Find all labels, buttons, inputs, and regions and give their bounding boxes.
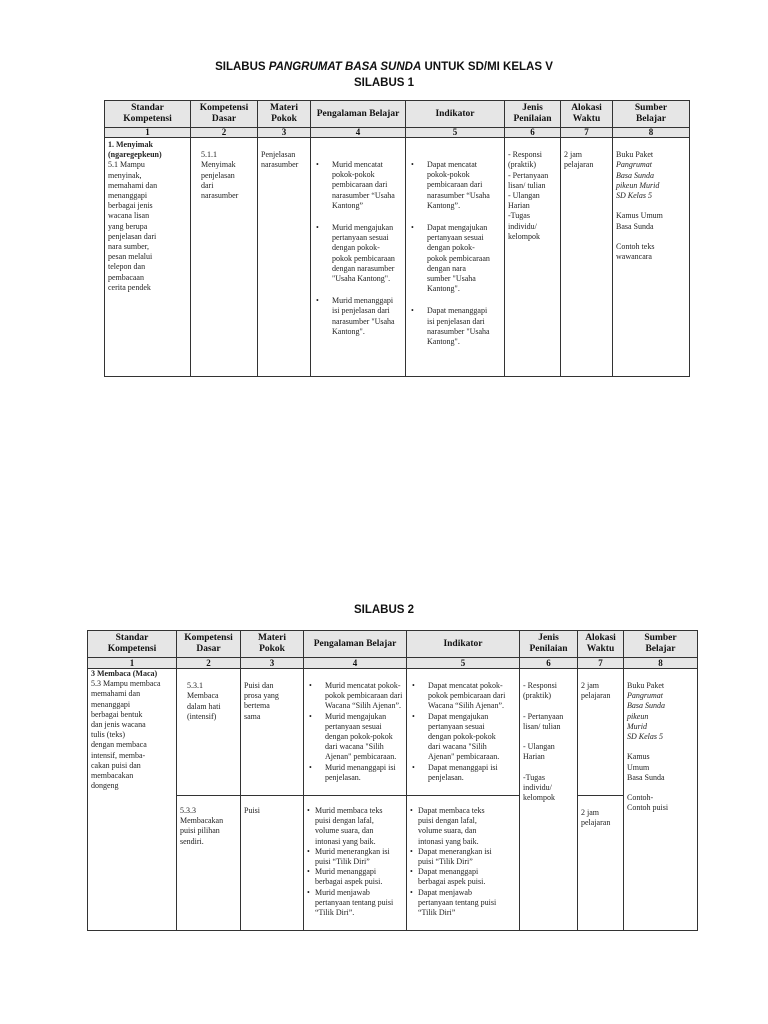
column-number: 8 [624,658,698,669]
indikator-item: • Dapat mengajukan pertanyaan sesuai dengan pokok- pokok pembicaraan dengan nara sumber "Usaha Kantong". [409,223,501,294]
column-header: Standar Kompetensi [105,101,191,128]
column-number: 7 [561,128,613,138]
document-title: SILABUS PANGRUMAT BASA SUNDA UNTUK SD/MI KELAS V [215,61,553,73]
pengalaman-item: • Murid mencatat pokok-pokok pembicaraan dari narasumber “Usaha Kantong” [314,160,402,211]
column-header: Indikator [407,631,520,658]
column-header: Standar Kompetensi [88,631,177,658]
header-row [88,631,698,658]
indikator-item: • Dapat membaca teks puisi dengan lafal, volume suara, dan intonasi yang baik. [410,806,516,847]
column-header: Indikator [406,101,505,128]
kompetensi-dasar-cell: 5.3.3 Membacakan puisi pilihan sendiri. [177,796,241,931]
standar-kompetensi-cell: 1. Menyimak (ngaregepkeun) 5.1 Mampu menyinak, memahami dan menanggapi berbagai jenis wacana lisan yang berupa penjelasan dari nara sumber, pesan melalui telepon dan pembacaan cerita pendek [105,138,191,377]
column-number: 4 [311,128,406,138]
silabus-2-heading: SILABUS 2 [353,604,415,616]
pengalaman-item: • Murid menanggapi isi penjelasan dari narasumber "Usaha Kantong". [314,296,402,337]
column-header: Jenis Penilaian [505,101,561,128]
silabus-1-table [104,100,690,377]
pengalaman-item: • Murid menanggapi isi penjelasan. [307,763,403,783]
header-row [105,101,690,128]
alokasi-waktu-cell: 2 jam pelajaran [578,669,624,796]
indikator-cell [407,796,520,931]
bullet-list [410,806,516,918]
materi-pokok-cell: Puisi [241,796,304,931]
indikator-item: • Dapat menanggapi isi penjelasan dari narasumber "Usaha Kantong". [409,306,501,347]
silabus-2-table [87,630,698,931]
column-number: 4 [304,658,407,669]
column-number: 2 [177,658,241,669]
alokasi-waktu-cell: 2 jam pelajaran [578,796,624,931]
column-number-row [105,128,690,138]
materi-pokok-cell: Penjelasan narasumber [258,138,311,377]
column-number-row [88,658,698,669]
column-header: Materi Pokok [258,101,311,128]
table-row [105,138,690,377]
indikator-cell [407,669,520,796]
indikator-item: • Dapat mengajukan pertanyaan sesuai dengan pokok-pokok dari wacana "Silih Ajenan" pembicaraan. [410,712,516,763]
pengalaman-item: • Murid mengajukan pertanyaan sesuai dengan pokok-pokok dari wacana "Silih Ajenan" pembicaraan. [307,712,403,763]
pengalaman-item: • Murid mencatat pokok- pokok pembicaraan dari Wacana “Silih Ajenan”. [307,681,403,712]
jenis-penilaian-cell: - Responsi (praktik) - Pertanyaan lisan/ tulian - Ulangan Harian -Tugas individu/ kelompok [505,138,561,377]
jenis-penilaian-cell: - Responsi (praktik) - Pertanyaan lisan/ tulian - Ulangan Harian -Tugas individu/ kelompok [520,669,578,931]
silabus-1-heading: SILABUS 1 [353,77,415,89]
pengalaman-belajar-cell [311,138,406,377]
column-header: Materi Pokok [241,631,304,658]
pengalaman-item: • Murid menerangkan isi puisi “Tilik Diri” [307,847,403,867]
standar-kompetensi-cell: 3 Membaca (Maca) 5.3 Mampu membaca memahami dan menanggapi berbagai bentuk dan jenis wacana tulis (teks) dengan membaca intensif, memba- cakan puisi dan membacakan dongeng [88,669,177,931]
bullet-list [409,160,501,347]
sumber-belajar-cell: Buku Paket Pangrumat Basa Sunda pikeun Murid SD Kelas 5 Kamus Umum Basa Sunda Contoh teks wawancara [613,138,690,377]
column-number: 6 [505,128,561,138]
column-number: 1 [88,658,177,669]
pengalaman-belajar-cell [304,796,407,931]
column-header: Jenis Penilaian [520,631,578,658]
indikator-item: • Dapat menanggapi berbagai aspek puisi. [410,867,516,887]
indikator-cell [406,138,505,377]
indikator-item: • Dapat menerangkan isi puisi “Tilik Diri” [410,847,516,867]
column-header: Kompetensi Dasar [191,101,258,128]
column-number: 3 [258,128,311,138]
kompetensi-dasar-cell: 5.1.1 Menyimak penjelasan dari narasumber [191,138,258,377]
column-header: Alokasi Waktu [578,631,624,658]
materi-pokok-cell: Puisi dan prosa yang bertema sama [241,669,304,796]
table-row [88,669,698,796]
bullet-list [307,806,403,918]
column-number: 3 [241,658,304,669]
pengalaman-item: • Murid membaca teks puisi dengan lafal, volume suara, dan intonasi yang baik. [307,806,403,847]
table-row [88,796,698,931]
sumber-belajar-cell: Buku Paket Pangrumat Basa Sunda pikeun Murid SD Kelas 5 Kamus Umum Basa Sunda Contoh- Contoh puisi [624,669,698,931]
indikator-item: • Dapat mencatat pokok- pokok pembicaraan dari Wacana “Silih Ajenan”. [410,681,516,712]
kompetensi-dasar-cell: 5.3.1 Membaca dalam hati (intensif) [177,669,241,796]
pengalaman-item: • Murid menjawab pertanyaan tentang puisi “Tilik Diri”. [307,888,403,919]
pengalaman-item: • Murid mengajukan pertanyaan sesuai dengan pokok- pokok pembicaraan dengan narasumber "Usaha Kantong". [314,223,402,284]
column-number: 1 [105,128,191,138]
alokasi-waktu-cell: 2 jam pelajaran [561,138,613,377]
column-header: Sumber Belajar [624,631,698,658]
bullet-list [307,681,403,783]
column-number: 5 [406,128,505,138]
column-number: 8 [613,128,690,138]
column-header: Alokasi Waktu [561,101,613,128]
column-header: Pengalaman Belajar [311,101,406,128]
indikator-item: • Dapat mencatat pokok-pokok pembicaraan dari narasumber “Usaha Kantong”. [409,160,501,211]
bullet-list [314,160,402,337]
column-header: Pengalaman Belajar [304,631,407,658]
column-number: 6 [520,658,578,669]
column-number: 2 [191,128,258,138]
indikator-item: • Dapat menjawab pertanyaan tentang puisi “Tilik Diri” [410,888,516,919]
bullet-list [410,681,516,783]
column-number: 5 [407,658,520,669]
column-header: Sumber Belajar [613,101,690,128]
pengalaman-belajar-cell [304,669,407,796]
column-header: Kompetensi Dasar [177,631,241,658]
pengalaman-item: • Murid menanggapi berbagai aspek puisi. [307,867,403,887]
indikator-item: • Dapat menanggapi isi penjelasan. [410,763,516,783]
column-number: 7 [578,658,624,669]
